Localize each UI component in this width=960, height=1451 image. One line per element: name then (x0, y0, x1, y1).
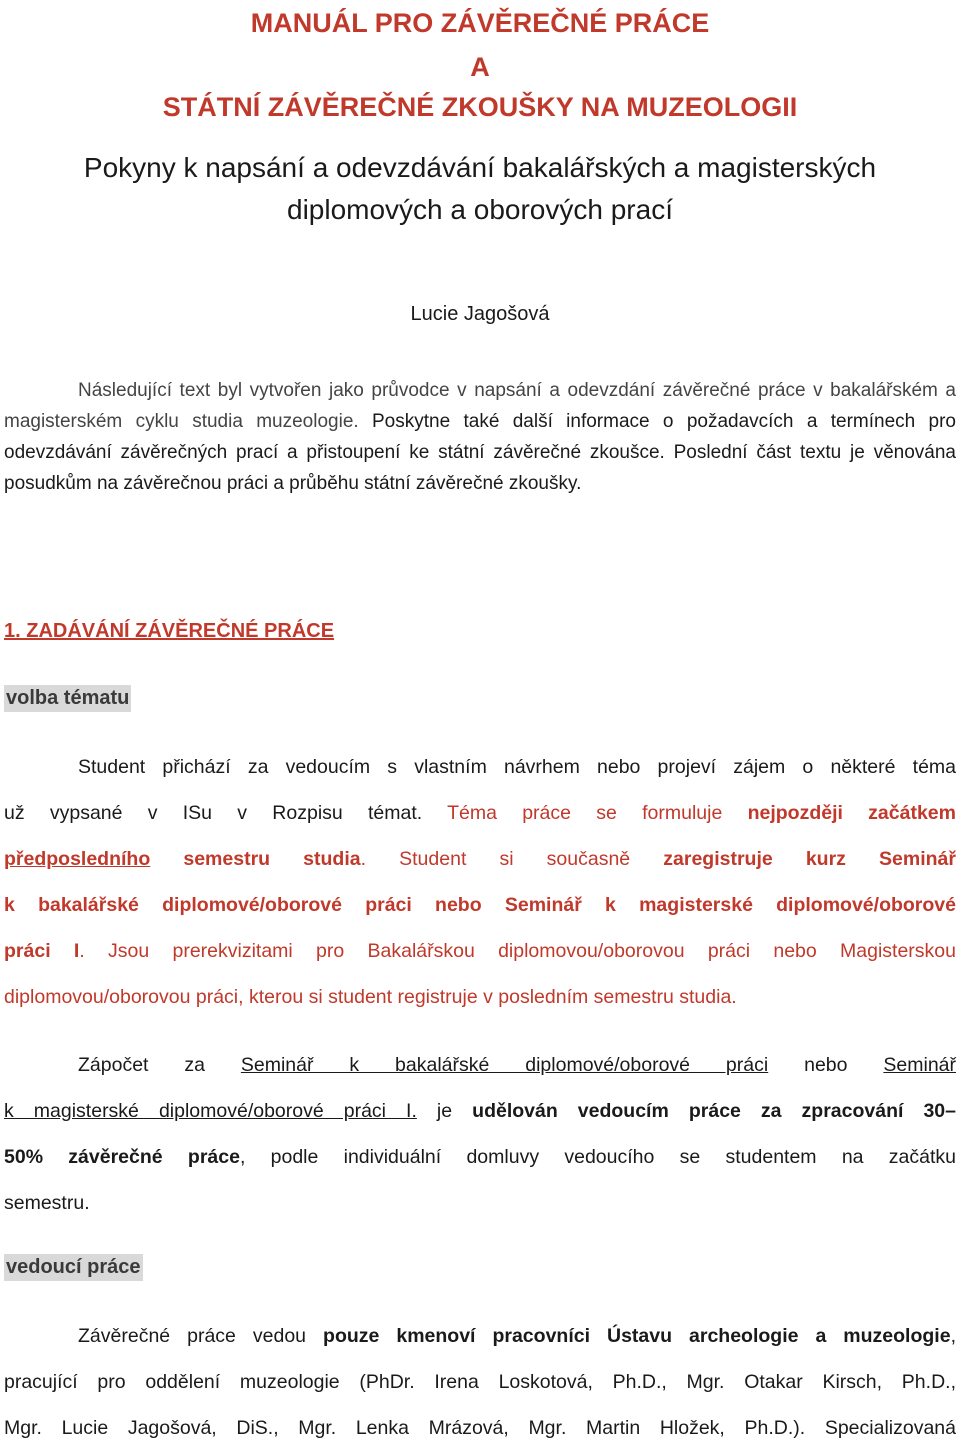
credit-line-3 (4, 1134, 956, 1180)
doc-author: Lucie Jagošová (410, 303, 550, 325)
topic-line-3 (4, 836, 956, 882)
doc-subtitle-line-2: diplomových a oborových prací (287, 194, 673, 225)
intro-paragraph (4, 375, 956, 499)
doc-title-line-1: MANUÁL PRO ZÁVĚREČNÉ PRÁCE (250, 8, 710, 38)
topic-line-3-text-b: semestru studia (150, 848, 361, 870)
supervisor-line-1 (4, 1313, 956, 1359)
intro-text-part-2: Poskytne také další informace o požadavcích a termínech pro odevzdávání závěrečných prací a přistoupení ke státní závěrečné zkoušce. Poslední část textu je věnována posudkům na závěrečnou práci a průběhu státní závěrečné zkoušky. (4, 411, 956, 494)
credit-line-2-text-c: udělován vedoucím práce za zpracování 30– (472, 1100, 957, 1122)
credit-line-1-text-a: Zápočet za (78, 1054, 241, 1076)
topic-line-1-text: Student přichází za vedoucím s vlastním návrhem nebo projeví zájem o některé téma (78, 756, 956, 778)
supervisor-line-2: pracující pro oddělení muzeologie (PhDr. Irena Loskotová, Ph.D., Mgr. Otakar Kirsch, Ph.D., (4, 1371, 956, 1393)
topic-line-4: k bakalářské diplomové/oborové práci nebo Seminář k magisterské diplomové/oborové (4, 894, 956, 916)
subheading-supervisor: vedoucí práce (4, 1254, 143, 1281)
supervisor-line-1-text-a: Závěrečné práce vedou (78, 1325, 324, 1347)
doc-subtitle-line-1: Pokyny k napsání a odevzdávání bakalářských a magisterských (83, 152, 877, 183)
intro-text-part-1: Následující text byl vytvořen jako průvodce v napsání a odevzdání závěrečné práce v bakalářském a magisterském cyklu studia muzeologie. (4, 380, 956, 432)
credit-paragraph (4, 1042, 956, 1226)
topic-line-5-text-a: práci I (4, 940, 80, 962)
topic-line-3-text-c: . Student si současně (360, 848, 664, 870)
section-heading: 1. ZADÁVÁNÍ ZÁVĚREČNÉ PRÁCE (4, 620, 335, 642)
credit-line-2 (4, 1088, 956, 1134)
credit-line-1-text-b: Seminář k bakalářské diplomové/oborové práci (240, 1054, 769, 1076)
credit-line-4: semestru. (4, 1192, 90, 1214)
topic-line-2 (4, 790, 956, 836)
topic-line-3-text-a: předposledního (4, 848, 151, 870)
topic-line-3-text-d: zaregistruje kurz Seminář (663, 848, 956, 870)
credit-line-1-text-c: nebo (768, 1054, 884, 1076)
topic-line-6: diplomovou/oborovou práci, kterou si student registruje v posledním semestru studia. (4, 986, 737, 1008)
credit-line-2-text-b: je (416, 1100, 473, 1122)
supervisor-line-1-text-c: , (950, 1325, 956, 1347)
credit-line-3-text-a: 50% závěrečné práce (4, 1146, 240, 1168)
topic-line-2-text-b: Téma práce se formuluje (447, 802, 748, 824)
doc-title-line-3: STÁTNÍ ZÁVĚREČNÉ ZKOUŠKY NA MUZEOLOGII (162, 92, 798, 122)
topic-line-1 (4, 744, 956, 790)
supervisor-line-1-text-b: pouze kmenoví pracovníci Ústavu archeologie a muzeologie (323, 1325, 951, 1347)
supervisor-line-3: Mgr. Lucie Jagošová, DiS., Mgr. Lenka Mrázová, Mgr. Martin Hložek, Ph.D.). Specializovaná (4, 1417, 956, 1439)
topic-line-5-text-b: . Jsou prerekvizitami pro Bakalářskou diplomovou/oborovou práci nebo Magisterskou (79, 940, 956, 962)
topic-line-5 (4, 928, 956, 974)
supervisor-paragraph (4, 1313, 956, 1451)
credit-line-3-text-b: , podle individuální domluvy vedoucího se studentem na začátku (239, 1146, 956, 1168)
credit-line-2-text-a: k magisterské diplomové/oborové práci I. (4, 1100, 417, 1122)
subheading-topic-choice: volba tématu (4, 685, 131, 712)
credit-line-1 (4, 1042, 956, 1088)
doc-title-line-2: A (470, 52, 490, 82)
topic-line-2-text-c: nejpozději začátkem (747, 802, 956, 824)
topic-paragraph (4, 744, 956, 1020)
credit-line-1-text-d: Seminář (883, 1054, 957, 1076)
topic-line-2-text-a: už vypsané v ISu v Rozpisu témat. (4, 802, 448, 824)
